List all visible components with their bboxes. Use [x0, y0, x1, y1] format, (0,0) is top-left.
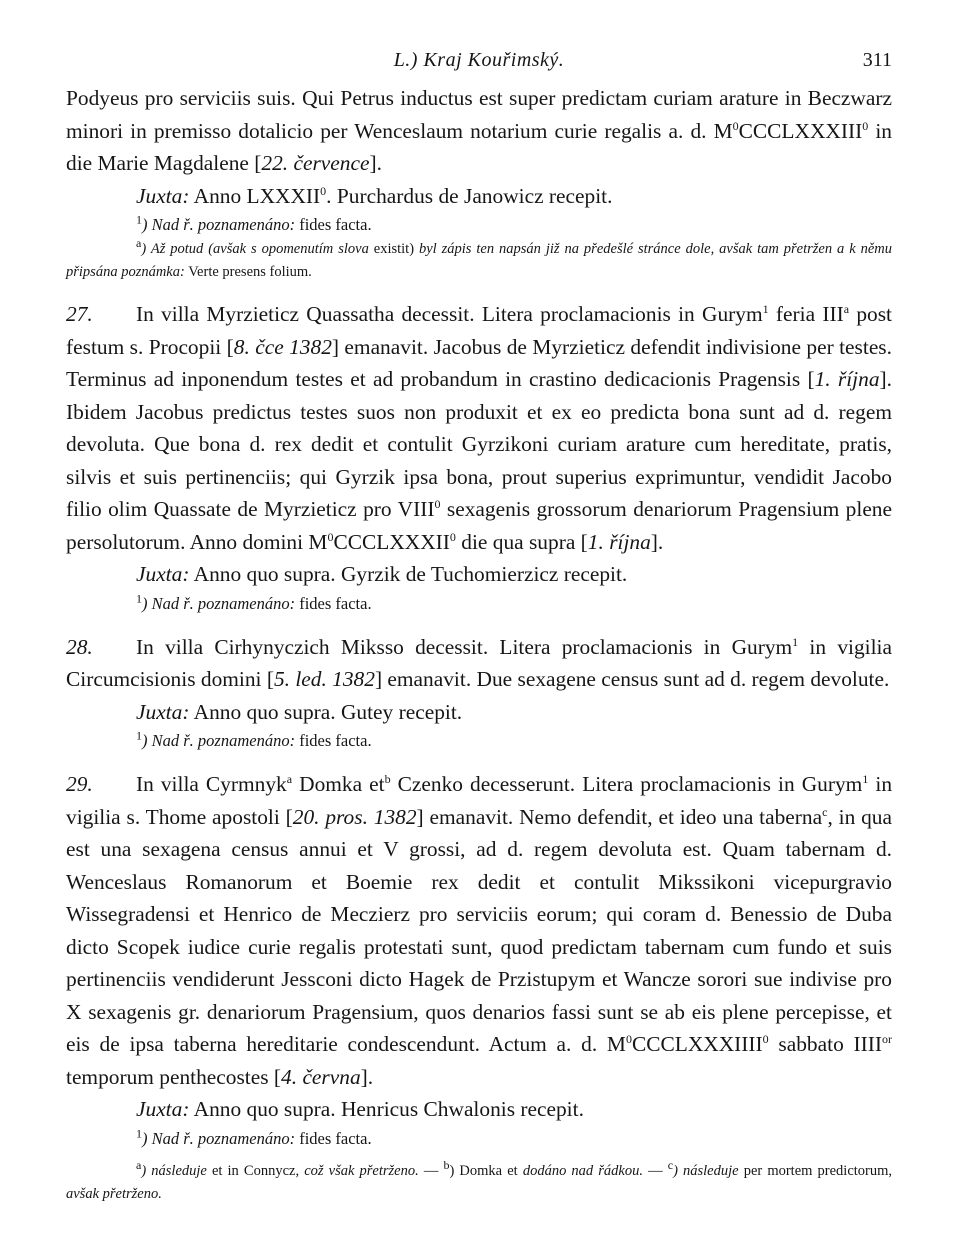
running-head: L.) Kraj Kouřimský.: [393, 49, 565, 71]
page-number: 311: [862, 49, 892, 71]
entry-number: 28.: [66, 634, 93, 659]
entry-27-juxta: Juxta: Anno quo supra. Gyrzik de Tuchomierzicz recepit.: [136, 562, 628, 586]
entry-number: 29.: [66, 772, 93, 796]
intro-juxta: Juxta: Anno LXXXII$^0$. Purchardus de Janowicz recepit.: [136, 183, 613, 208]
entry-29-note: $^1$) Nad ř. poznamenáno: fides facta.: [136, 1126, 372, 1148]
intro-footnote: $^a$) Až potud (avšak s opomenutím slova existit) byl zápis ten napsán již na předešlé stránce dole, avšak tam přetržen a k němu připsána poznámka: Verte presens folium.: [66, 236, 893, 280]
intro-paragraph: Podyeus pro serviciis suis. Qui Petrus inductus est super predictam curiam arature in Beczwarz minori in premisso dotalicio per Wenceslaum notarium curie regalis a. d. $M^0CCCLXXXIII^0$ in die Marie Magdalene [22. července].: [66, 86, 892, 175]
entry-28-juxta: Juxta: Anno quo supra. Gutey recepit.: [136, 699, 463, 724]
entry-number: 27.: [66, 302, 93, 326]
page-footnotes: $^a$) následuje et in Connycz, což však přetrženo. — $^b$) Domka et dodáno nad řádkou. — $^c$) následuje per mortem predictorum, avšak přetrženo.: [66, 1157, 893, 1202]
intro-note: $^1$) Nad ř. poznamenáno: fides facta.: [136, 212, 372, 234]
entry-29-juxta: Juxta: Anno quo supra. Henricus Chwalonis recepit.: [136, 1097, 584, 1121]
page-header: [66, 42, 892, 82]
entry-29: 29. In villa Cyrmnyk$^a$ Domka $et^b$ Czenko decesserunt. Litera proclamacionis in Gurym$^1$ in vigilia s. Thome apostoli [20. pros. 1382] emanavit. Nemo defendit, et ideo una taberna$^c$, in qua est una sexagena census annui et V grossi, ad d. regem devoluta est. Quam tabernam d. Wenceslaus Romanorum et Boemie rex dedit et contulit Mikssikoni vicepurgravio Wissegradensi et Henrico de Meczierz pro serviciis eorum; qui coram d. Benessio de Duba dicto Scopek iudice curie regalis protestati sunt, quod predictam tabernam cum fundo et suis pertinenciis vendiderunt Jessconi dicto Hagek de Przistupym et Wancze sorori sue indivise pro X sexagenis gr. denariorum Pragensium, quos denarios fassi sunt se ab eis plene percepisse, et eis de ipsa taberna hereditarie condescendunt. Actum a. d. $M^0CCCLXXXIIII^0$ sabbato $IIII^{or}$ temporum penthecostes [4. června].: [66, 768, 892, 1093]
entry-28-note: $^1$) Nad ř. poznamenáno: fides facta.: [136, 728, 372, 750]
entry-27-note: $^1$) Nad ř. poznamenáno: fides facta.: [136, 591, 372, 613]
entry-28: 28. In villa Cirhynyczich Miksso decessit. Litera proclamacionis in Gurym$^1$ in vigilia Circumcisionis domini [5. led. 1382] emanavit. Due sexagene census sunt ad d. regem devolute.: [66, 631, 892, 696]
entry-27: 27. In villa Myrzieticz Quassatha decessit. Litera proclamacionis in Gurym$^1$ feria III$^a$ post festum s. Procopii [8. čce 1382] emanavit. Jacobus de Myrzieticz defendit indivisione per testes. Terminus ad inponendum testes et ad probandum in crastino dedicacionis Pragensis [1. října]. Ibidem Jacobus predictus testes suos non produxit et ex eo predicta bona sunt ad d. regem devoluta. Que bona d. rex dedit et contulit Gyrzikoni curiam arature cum hereditate, pratis, silvis et suis pertinenciis; qui Gyrzik ipsa bona, prout superius exprimuntur, vendidit Jacobo filio olim Quassate de Myrzieticz pro VIII$^0$ sexagenis grossorum denariorum Pragensium plene persolutorum. Anno domini $M^0CCCLXXXII^0$ die qua supra [1. října].: [66, 298, 892, 558]
